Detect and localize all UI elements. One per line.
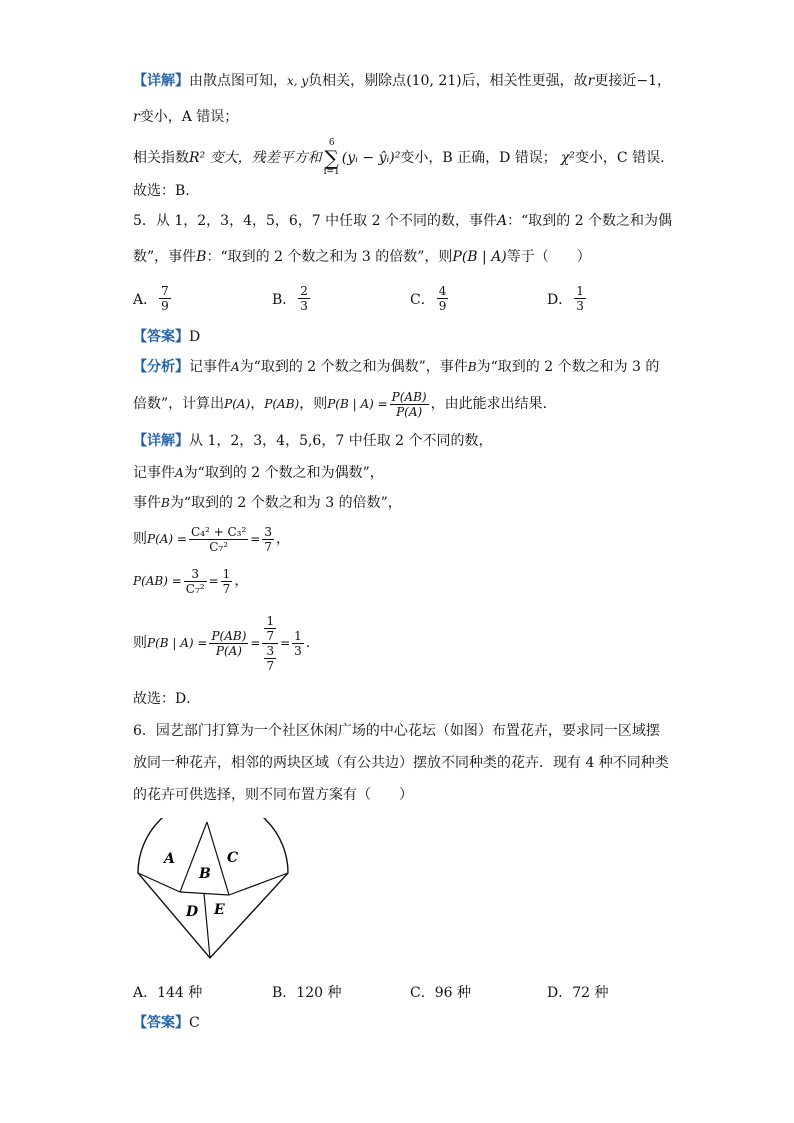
q5-options <box>133 284 653 318</box>
numerator: 1 <box>294 628 302 643</box>
q6-stem-line-2: 放同一种花卉，相邻的两块区域（有公共边）摆放不同种类的花卉．现有 4 种不同种类 <box>133 755 669 771</box>
divider-b-c <box>207 822 229 895</box>
flower-bed-diagram <box>128 818 298 966</box>
punctuation: . <box>305 635 311 651</box>
q6-answer <box>133 1014 200 1032</box>
answer-value: C <box>189 1015 200 1031</box>
conditional-formula: P(B | A) = <box>147 636 208 650</box>
analysis-text: 记事件 <box>189 359 231 375</box>
detail-text: 由散点图可知， <box>189 73 287 89</box>
q5-conclusion: 故选：D． <box>133 691 201 707</box>
event-b: B <box>196 249 207 265</box>
q5-text: 等于（ ） <box>506 249 591 265</box>
answer-tag: 【答案】 <box>133 1015 189 1031</box>
detail-line-1 <box>133 72 671 90</box>
detail-conclusion: 故选：B. <box>133 183 190 199</box>
denominator: 3 <box>300 299 308 313</box>
region-label-d: D <box>186 904 199 920</box>
equals: = <box>280 636 291 650</box>
q6-stem-line-3: 的花卉可供选择，则不同布置方案有（ ） <box>133 787 413 803</box>
denominator: P(A) <box>215 643 242 658</box>
event-b: B <box>161 496 170 510</box>
q5-option-a[interactable] <box>133 284 173 313</box>
q6-option-d[interactable]: D．72 种 <box>547 985 609 1001</box>
variables-xy: x, y <box>287 74 309 88</box>
equals: = <box>250 636 261 650</box>
compound-fraction <box>262 614 278 673</box>
prob-ab: P(AB) <box>264 397 300 411</box>
divider-a-d <box>138 873 180 892</box>
analysis-tag: 【分析】 <box>133 359 189 375</box>
numerator: P(AB) <box>391 389 427 404</box>
region-label-e: E <box>214 902 225 918</box>
sigma-upper: 6 <box>328 138 335 148</box>
equals: = <box>250 532 261 546</box>
denominator: 3 <box>294 643 302 658</box>
numerator: 3 <box>184 567 207 582</box>
event-a: A <box>231 360 240 374</box>
result-fraction <box>292 629 304 658</box>
punctuation: ， <box>275 531 290 547</box>
formula-fraction <box>209 629 248 658</box>
summation-sign: 6 ∑ i=1 <box>323 138 340 177</box>
sigma-lower: i=1 <box>323 167 340 177</box>
value-minus-one: −1， <box>636 73 671 89</box>
prob-a: P(A) <box>224 397 251 411</box>
detail-text: 相关指数 <box>133 150 189 166</box>
detail-text: 则 <box>133 635 147 651</box>
event-a: A <box>496 213 508 229</box>
option-label: B． <box>272 291 297 308</box>
separator: ， <box>250 396 265 412</box>
combination-fraction <box>184 567 207 596</box>
variable-r: r <box>133 109 140 125</box>
analysis-text: 倍数”，计算出 <box>133 396 225 412</box>
numerator: C₄² + C₃² <box>190 524 247 539</box>
numerator: 3 <box>266 643 275 658</box>
analysis-text: 为“取到的 2 个数之和为 3 的 <box>476 359 660 375</box>
option-fraction <box>437 284 449 313</box>
region-label-c: C <box>227 850 239 866</box>
option-label: A． <box>133 291 158 308</box>
detail-text: 为“取到的 2 个数之和为 3 的倍数”， <box>169 495 402 511</box>
detail-text: 从 1，2，3，4，5,6，7 中任取 2 个不同的数， <box>189 433 493 449</box>
denominator: 7 <box>266 628 275 643</box>
denominator: 9 <box>438 299 447 313</box>
q5-text: ：“取到的 2 个数之和为 3 的倍数”，则 <box>206 249 453 265</box>
option-fraction <box>298 284 310 313</box>
numerator: 2 <box>300 284 308 298</box>
event-b: B <box>467 360 477 374</box>
detail-text: 则 <box>133 531 147 547</box>
q5-text: 数”，事件 <box>133 249 197 265</box>
numerator: 4 <box>438 284 447 298</box>
q5-analysis-line-2 <box>133 386 557 422</box>
result-fraction <box>262 525 274 554</box>
answer-tag: 【答案】 <box>133 329 189 345</box>
numerator: 1 <box>222 566 231 581</box>
q5-detail-line-1 <box>133 432 493 450</box>
detail-text: 记事件 <box>133 465 175 481</box>
q6-options <box>133 982 653 1002</box>
denominator: P(A) <box>396 404 423 419</box>
numerator: 3 <box>264 524 272 539</box>
region-label-b: B <box>199 866 211 882</box>
analysis-text: ，由此能求出结果． <box>430 396 557 412</box>
detail-text: 更接近 <box>594 73 637 89</box>
detail-tag: 【详解】 <box>133 73 189 89</box>
region-label-a: A <box>164 851 175 867</box>
denominator: 3 <box>576 299 584 313</box>
denominator: 7 <box>266 658 275 673</box>
numerator: 1 <box>576 284 584 298</box>
q6-option-c[interactable]: C．96 种 <box>410 985 471 1001</box>
numerator: P(AB) <box>211 628 247 643</box>
q6-stem-line-1: 6．园艺部门打算为一个社区休闲广场的中心花坛（如图）布置花卉，要求同一区域摆 <box>133 723 660 739</box>
removed-point: (10, 21) <box>406 73 462 89</box>
q5-option-d[interactable] <box>547 284 588 313</box>
option-label: D． <box>547 291 573 308</box>
prob-a-formula: P(A) = <box>147 532 187 546</box>
prob-ab-formula: P(AB) = <box>133 574 182 588</box>
denominator: C₇² <box>185 581 205 596</box>
detail-text: 为“取到的 2 个数之和为偶数”， <box>183 465 384 481</box>
event-a: A <box>175 466 184 480</box>
detail-line-2 <box>133 108 238 126</box>
detail-text: 后，相关性更强，故 <box>461 73 588 89</box>
detail-text: 变小，B 正确，D 错误； <box>400 150 557 166</box>
analysis-text: ，则 <box>299 396 328 412</box>
formula-fraction <box>390 390 429 419</box>
q5-stem-line-2 <box>133 248 591 266</box>
analysis-text: 为“取到的 2 个数之和为偶数”，事件 <box>239 359 468 375</box>
r-squared-text: R² 变大，残差平方和 <box>189 150 322 166</box>
compound-numerator <box>262 614 278 644</box>
answer-value: D <box>189 329 201 345</box>
detail-text: 变小，C 错误. <box>574 150 665 166</box>
denominator: 9 <box>161 299 169 313</box>
q5-analysis-line-1 <box>133 358 659 376</box>
detail-line-3 <box>133 140 665 176</box>
inner-fraction <box>264 644 276 673</box>
denominator: 7 <box>222 581 231 596</box>
q6-option-b[interactable]: B．120 种 <box>272 985 342 1001</box>
option-fraction <box>574 284 586 313</box>
denominator: C₇² <box>209 539 229 554</box>
divider-c-e <box>229 873 288 895</box>
numerator: 1 <box>266 613 275 628</box>
q5-text: 5．从 1，2，3，4，5，6，7 中任取 2 个不同的数，事件 <box>133 213 497 229</box>
option-fraction <box>159 284 171 313</box>
variable-r: r <box>587 73 595 89</box>
chi-squared: χ² <box>560 150 575 166</box>
q5-stem-line-1 <box>133 212 672 230</box>
inner-fraction <box>264 614 276 643</box>
result-fraction <box>221 567 233 596</box>
punctuation: ， <box>234 573 249 589</box>
divider-d-e <box>204 894 210 959</box>
detail-text: 事件 <box>133 495 161 511</box>
equals: = <box>208 574 219 588</box>
q5-detail-pab <box>133 562 248 600</box>
option-label: C． <box>410 291 435 308</box>
conditional-probability: P(B | A) <box>452 249 507 265</box>
q5-answer <box>133 328 200 346</box>
q5-detail-line-2 <box>133 464 384 482</box>
numerator: 7 <box>161 284 169 298</box>
q5-option-b[interactable] <box>272 284 312 313</box>
compound-denominator <box>262 644 278 673</box>
q6-option-a[interactable]: A．144 种 <box>133 985 203 1001</box>
detail-text: 变小，A 错误； <box>139 109 239 125</box>
conditional-formula: P(B | A) = <box>327 397 388 411</box>
q5-detail-line-3 <box>133 494 402 512</box>
q5-detail-conditional <box>133 612 310 674</box>
detail-text: 负相关，剔除点 <box>308 73 407 89</box>
detail-tag: 【详解】 <box>133 433 189 449</box>
combination-fraction <box>189 525 248 554</box>
q5-option-c[interactable] <box>410 284 450 313</box>
flower-bed-outline <box>138 818 288 958</box>
q5-text: ：“取到的 2 个数之和为偶 <box>507 213 673 229</box>
residual-expression: (yᵢ − ŷᵢ)² <box>341 150 401 166</box>
q5-detail-pa <box>133 520 290 558</box>
denominator: 7 <box>264 539 272 554</box>
